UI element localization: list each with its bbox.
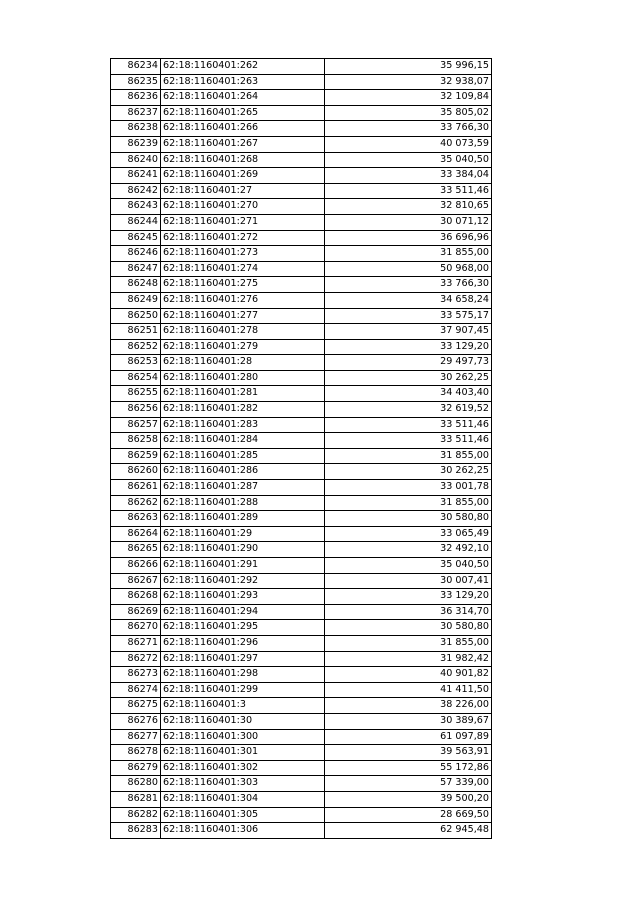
cadastral-value-cell: 30 007,41 [325,573,492,589]
row-number-cell: 86256 [111,402,161,418]
cadastral-value-cell: 33 511,46 [325,183,492,199]
table-row [111,183,492,199]
cadastral-number-cell: 62:18:1160401:268 [161,152,325,168]
cadastral-number-cell: 62:18:1160401:282 [161,402,325,418]
cadastral-value-cell: 41 411,50 [325,682,492,698]
table-row [111,698,492,714]
row-number-cell: 86258 [111,433,161,449]
table-row [111,261,492,277]
table-row [111,402,492,418]
table-row [111,558,492,574]
row-number-cell: 86277 [111,729,161,745]
table-row [111,760,492,776]
row-number-cell: 86237 [111,105,161,121]
table-row [111,339,492,355]
cadastral-number-cell: 62:18:1160401:303 [161,776,325,792]
table-row [111,370,492,386]
cadastral-number-cell: 62:18:1160401:305 [161,807,325,823]
row-number-cell: 86273 [111,667,161,683]
table-row [111,292,492,308]
cadastral-number-cell: 62:18:1160401:30 [161,713,325,729]
cadastral-value-cell: 35 040,50 [325,558,492,574]
cadastral-number-cell: 62:18:1160401:289 [161,511,325,527]
table-row [111,417,492,433]
row-number-cell: 86242 [111,183,161,199]
cadastral-value-cell: 31 855,00 [325,246,492,262]
row-number-cell: 86238 [111,121,161,137]
table-row [111,791,492,807]
row-number-cell: 86236 [111,90,161,106]
cadastral-value-cell: 33 129,20 [325,589,492,605]
table-row [111,807,492,823]
cadastral-number-cell: 62:18:1160401:299 [161,682,325,698]
cadastral-value-cell: 33 065,49 [325,526,492,542]
row-number-cell: 86252 [111,339,161,355]
cadastral-value-cell: 61 097,89 [325,729,492,745]
row-number-cell: 86272 [111,651,161,667]
table-row [111,635,492,651]
cadastral-number-cell: 62:18:1160401:267 [161,136,325,152]
table-row [111,433,492,449]
row-number-cell: 86279 [111,760,161,776]
cadastral-number-cell: 62:18:1160401:264 [161,90,325,106]
table-row [111,214,492,230]
cadastral-number-cell: 62:18:1160401:288 [161,495,325,511]
row-number-cell: 86266 [111,558,161,574]
cadastral-value-cell: 37 907,45 [325,324,492,340]
cadastral-value-cell: 50 968,00 [325,261,492,277]
cadastral-number-cell: 62:18:1160401:280 [161,370,325,386]
cadastral-value-cell: 30 262,25 [325,370,492,386]
row-number-cell: 86261 [111,480,161,496]
row-number-cell: 86257 [111,417,161,433]
table-row [111,729,492,745]
row-number-cell: 86263 [111,511,161,527]
table-row [111,230,492,246]
cadastral-number-cell: 62:18:1160401:28 [161,355,325,371]
cadastral-number-cell: 62:18:1160401:293 [161,589,325,605]
cadastral-number-cell: 62:18:1160401:276 [161,292,325,308]
table-row [111,168,492,184]
cadastral-value-cell: 34 658,24 [325,292,492,308]
table-row [111,464,492,480]
cadastral-value-cell: 30 071,12 [325,214,492,230]
cadastral-number-cell: 62:18:1160401:296 [161,635,325,651]
cadastral-value-cell: 35 040,50 [325,152,492,168]
row-number-cell: 86247 [111,261,161,277]
cadastral-value-cell: 32 619,52 [325,402,492,418]
table-row [111,651,492,667]
table-body [111,59,492,839]
cadastral-value-cell: 34 403,40 [325,386,492,402]
cadastral-number-cell: 62:18:1160401:306 [161,823,325,839]
cadastral-value-cell: 35 805,02 [325,105,492,121]
row-number-cell: 86278 [111,745,161,761]
cadastral-number-cell: 62:18:1160401:291 [161,558,325,574]
cadastral-number-cell: 62:18:1160401:279 [161,339,325,355]
row-number-cell: 86253 [111,355,161,371]
row-number-cell: 86281 [111,791,161,807]
cadastral-value-cell: 55 172,86 [325,760,492,776]
table-row [111,74,492,90]
cadastral-number-cell: 62:18:1160401:287 [161,480,325,496]
cadastral-value-cell: 32 109,84 [325,90,492,106]
cadastral-number-cell: 62:18:1160401:284 [161,433,325,449]
table-row [111,542,492,558]
cadastral-value-cell: 28 669,50 [325,807,492,823]
table-row [111,589,492,605]
cadastral-value-table [110,58,492,839]
table-row [111,136,492,152]
table-row [111,152,492,168]
table-row [111,682,492,698]
row-number-cell: 86240 [111,152,161,168]
row-number-cell: 86239 [111,136,161,152]
row-number-cell: 86267 [111,573,161,589]
row-number-cell: 86275 [111,698,161,714]
cadastral-number-cell: 62:18:1160401:3 [161,698,325,714]
cadastral-number-cell: 62:18:1160401:269 [161,168,325,184]
cadastral-number-cell: 62:18:1160401:29 [161,526,325,542]
row-number-cell: 86270 [111,620,161,636]
row-number-cell: 86276 [111,713,161,729]
cadastral-value-cell: 40 901,82 [325,667,492,683]
cadastral-number-cell: 62:18:1160401:270 [161,199,325,215]
cadastral-number-cell: 62:18:1160401:27 [161,183,325,199]
cadastral-value-cell: 62 945,48 [325,823,492,839]
cadastral-number-cell: 62:18:1160401:297 [161,651,325,667]
table-row [111,386,492,402]
cadastral-number-cell: 62:18:1160401:292 [161,573,325,589]
table-row [111,620,492,636]
row-number-cell: 86264 [111,526,161,542]
table-row [111,308,492,324]
row-number-cell: 86265 [111,542,161,558]
row-number-cell: 86268 [111,589,161,605]
cadastral-value-cell: 33 766,30 [325,121,492,137]
row-number-cell: 86271 [111,635,161,651]
cadastral-number-cell: 62:18:1160401:265 [161,105,325,121]
row-number-cell: 86269 [111,604,161,620]
cadastral-number-cell: 62:18:1160401:290 [161,542,325,558]
table-row [111,199,492,215]
cadastral-value-cell: 30 262,25 [325,464,492,480]
cadastral-number-cell: 62:18:1160401:278 [161,324,325,340]
cadastral-number-cell: 62:18:1160401:302 [161,760,325,776]
row-number-cell: 86235 [111,74,161,90]
table-row [111,713,492,729]
cadastral-number-cell: 62:18:1160401:271 [161,214,325,230]
cadastral-number-cell: 62:18:1160401:298 [161,667,325,683]
cadastral-value-cell: 31 855,00 [325,495,492,511]
cadastral-number-cell: 62:18:1160401:262 [161,59,325,75]
row-number-cell: 86241 [111,168,161,184]
cadastral-value-cell: 31 855,00 [325,635,492,651]
cadastral-number-cell: 62:18:1160401:304 [161,791,325,807]
table-row [111,105,492,121]
cadastral-number-cell: 62:18:1160401:277 [161,308,325,324]
cadastral-number-cell: 62:18:1160401:283 [161,417,325,433]
cadastral-value-cell: 29 497,73 [325,355,492,371]
table-row [111,355,492,371]
table-row [111,573,492,589]
row-number-cell: 86245 [111,230,161,246]
cadastral-value-cell: 30 580,80 [325,511,492,527]
table-row [111,823,492,839]
cadastral-value-cell: 30 389,67 [325,713,492,729]
row-number-cell: 86244 [111,214,161,230]
cadastral-value-cell: 33 511,46 [325,433,492,449]
cadastral-value-cell: 36 314,70 [325,604,492,620]
cadastral-value-cell: 35 996,15 [325,59,492,75]
cadastral-number-cell: 62:18:1160401:281 [161,386,325,402]
row-number-cell: 86243 [111,199,161,215]
cadastral-value-cell: 39 500,20 [325,791,492,807]
row-number-cell: 86260 [111,464,161,480]
cadastral-value-cell: 33 766,30 [325,277,492,293]
table-row [111,448,492,464]
row-number-cell: 86249 [111,292,161,308]
table-row [111,480,492,496]
cadastral-value-cell: 33 384,04 [325,168,492,184]
row-number-cell: 86234 [111,59,161,75]
cadastral-value-cell: 32 492,10 [325,542,492,558]
table-row [111,511,492,527]
cadastral-number-cell: 62:18:1160401:274 [161,261,325,277]
table-row [111,246,492,262]
row-number-cell: 86283 [111,823,161,839]
cadastral-value-cell: 36 696,96 [325,230,492,246]
cadastral-number-cell: 62:18:1160401:266 [161,121,325,137]
cadastral-value-cell: 31 982,42 [325,651,492,667]
cadastral-value-cell: 30 580,80 [325,620,492,636]
cadastral-value-cell: 31 855,00 [325,448,492,464]
table-row [111,495,492,511]
row-number-cell: 86259 [111,448,161,464]
table-row [111,277,492,293]
row-number-cell: 86282 [111,807,161,823]
cadastral-value-cell: 32 810,65 [325,199,492,215]
row-number-cell: 86246 [111,246,161,262]
row-number-cell: 86280 [111,776,161,792]
cadastral-value-cell: 32 938,07 [325,74,492,90]
table-row [111,745,492,761]
row-number-cell: 86248 [111,277,161,293]
cadastral-value-cell: 33 575,17 [325,308,492,324]
row-number-cell: 86262 [111,495,161,511]
cadastral-number-cell: 62:18:1160401:285 [161,448,325,464]
cadastral-value-cell: 57 339,00 [325,776,492,792]
cadastral-value-cell: 33 001,78 [325,480,492,496]
table-row [111,604,492,620]
cadastral-value-cell: 40 073,59 [325,136,492,152]
row-number-cell: 86254 [111,370,161,386]
table-row [111,667,492,683]
cadastral-number-cell: 62:18:1160401:286 [161,464,325,480]
table-row [111,121,492,137]
table-row [111,526,492,542]
cadastral-number-cell: 62:18:1160401:301 [161,745,325,761]
cadastral-number-cell: 62:18:1160401:295 [161,620,325,636]
cadastral-number-cell: 62:18:1160401:300 [161,729,325,745]
cadastral-value-cell: 33 511,46 [325,417,492,433]
row-number-cell: 86251 [111,324,161,340]
cadastral-value-cell: 38 226,00 [325,698,492,714]
row-number-cell: 86274 [111,682,161,698]
cadastral-value-cell: 39 563,91 [325,745,492,761]
table-row [111,776,492,792]
table-row [111,59,492,75]
cadastral-number-cell: 62:18:1160401:272 [161,230,325,246]
cadastral-number-cell: 62:18:1160401:273 [161,246,325,262]
row-number-cell: 86250 [111,308,161,324]
cadastral-number-cell: 62:18:1160401:263 [161,74,325,90]
cadastral-number-cell: 62:18:1160401:275 [161,277,325,293]
cadastral-number-cell: 62:18:1160401:294 [161,604,325,620]
table-row [111,90,492,106]
cadastral-value-cell: 33 129,20 [325,339,492,355]
row-number-cell: 86255 [111,386,161,402]
table-row [111,324,492,340]
